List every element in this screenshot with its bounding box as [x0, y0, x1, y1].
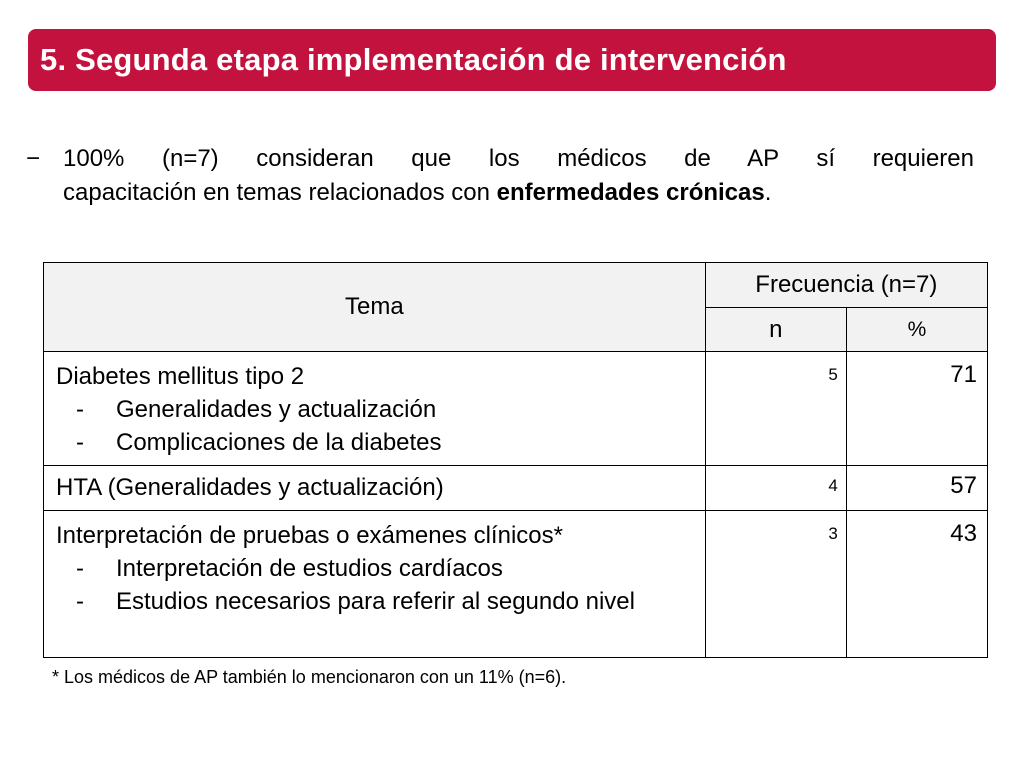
- pct-cell: 57: [846, 466, 987, 511]
- bullet-line-1: 100% (n=7) consideran que los médicos de AP sí requieren: [63, 145, 974, 172]
- pct-cell: 71: [846, 352, 987, 466]
- sub-item: [56, 585, 695, 618]
- n-cell: 3: [705, 511, 846, 658]
- n-cell: 4: [705, 466, 846, 511]
- frequency-table: [43, 262, 988, 658]
- table-row: [44, 511, 988, 658]
- sub-item: [56, 393, 695, 426]
- tema-label: Diabetes mellitus tipo 2: [56, 363, 305, 390]
- sub-item-text: Complicaciones de la diabetes: [116, 429, 442, 456]
- tema-cell: [44, 466, 706, 511]
- table-row: [44, 352, 988, 466]
- table-row: [44, 466, 988, 511]
- header-pct: %: [846, 308, 987, 352]
- pct-cell: 43: [846, 511, 987, 658]
- header-frecuencia: Frecuencia (n=7): [705, 263, 987, 308]
- header-tema: Tema: [44, 263, 706, 352]
- sub-dash: -: [76, 429, 84, 456]
- bullet-line-2-suffix: .: [764, 179, 772, 206]
- sub-dash: -: [76, 555, 84, 582]
- sub-item: [56, 426, 695, 459]
- slide-title: 5. Segunda etapa implementación de intervención: [40, 42, 787, 77]
- header-n: n: [705, 308, 846, 352]
- sub-dash: -: [76, 396, 84, 423]
- title-banner: [28, 29, 996, 91]
- bullet-marker: −: [26, 145, 41, 172]
- bullet-line-2-bold: enfermedades crónicas: [496, 179, 765, 206]
- bullet-text: [63, 142, 974, 210]
- tema-label: HTA (Generalidades y actualización): [56, 474, 444, 501]
- sub-item: [56, 552, 695, 585]
- bullet-line-2-prefix: capacitación en temas relacionados con: [63, 179, 497, 206]
- bullet-point: [26, 142, 974, 210]
- sub-dash: -: [76, 588, 84, 615]
- sub-item-text: Generalidades y actualización: [116, 396, 437, 423]
- table-header-row-1: [44, 263, 988, 308]
- sub-item-text: Estudios necesarios para referir al segundo nivel: [116, 588, 635, 615]
- tema-cell: [44, 352, 706, 466]
- footnote: * Los médicos de AP también lo mencionaron con un 11% (n=6).: [52, 667, 567, 687]
- sub-item-text: Interpretación de estudios cardíacos: [116, 555, 503, 582]
- tema-cell: [44, 511, 706, 658]
- tema-label: Interpretación de pruebas o exámenes clínicos*: [56, 522, 563, 549]
- n-cell: 5: [705, 352, 846, 466]
